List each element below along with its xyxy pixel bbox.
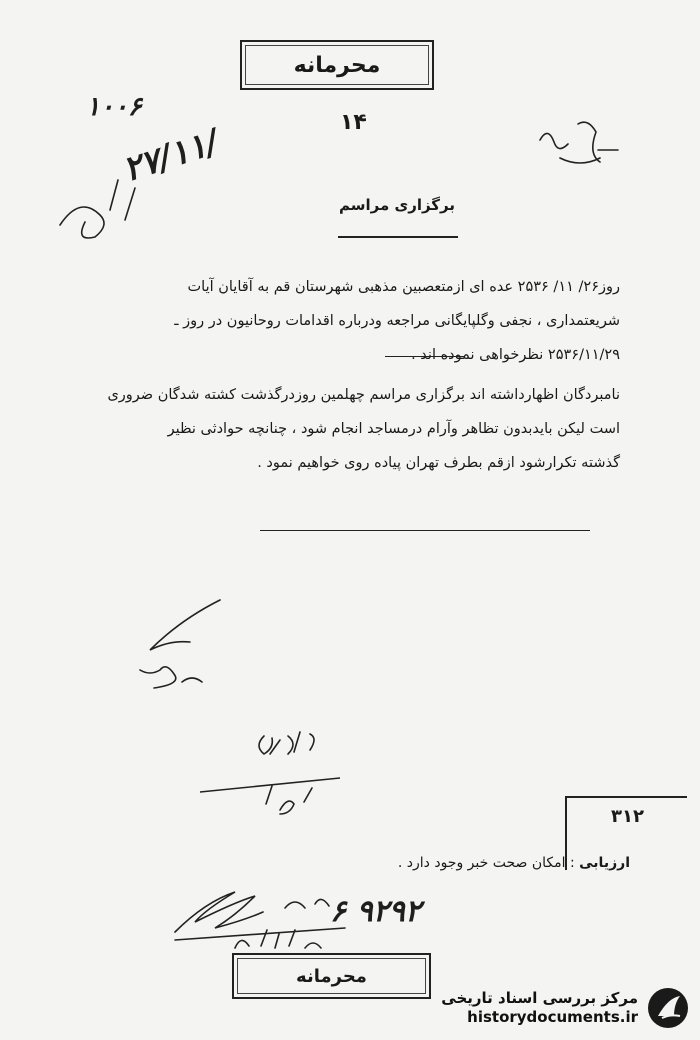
watermark-title: مرکز بررسی اسناد تاریخی — [441, 989, 638, 1008]
assessment-text: : امکان صحت خبر وجود دارد . — [397, 855, 575, 871]
classification-text-bottom: محرمانه — [296, 965, 367, 987]
body-line-6: گذشته تکرارشود ازقم بطرف تهران پیاده روی خواهیم نمود . — [257, 455, 620, 471]
handwritten-scribble-left — [50, 170, 170, 250]
watermark-logo — [428, 982, 690, 1034]
underline-last-line — [260, 530, 590, 531]
handwritten-date: ۲۷/۱۱/ — [118, 121, 224, 191]
classification-text: محرمانه — [293, 52, 381, 78]
assessment-label: ارزیابی — [579, 855, 630, 871]
classification-stamp-top — [240, 40, 434, 90]
body-line-3: ۲۵۳۶/۱۱/۲۹ نظرخواهی نموده اند . — [411, 347, 620, 363]
subject-text: برگزاری مراسم — [338, 196, 455, 214]
handwritten-date-middle — [200, 720, 340, 820]
body-line-4: نامبردگان اظهارداشته اند برگزاری مراسم چهلمین روزدرگذشت کشته شدگان ضروری — [107, 387, 620, 403]
subject-underline — [338, 236, 458, 238]
body-line-5: است لیکن بایدبدون تظاهر وآرام درمساجد انجام شود ، چنانچه حوادثی نظیر — [167, 421, 620, 437]
subject-heading — [335, 196, 455, 214]
handwritten-mark-top-right — [520, 110, 630, 180]
handwritten-note-middle — [110, 590, 250, 710]
assessment-line — [330, 855, 630, 871]
assessment-box-number: ۳۱۲ — [611, 806, 644, 827]
watermark-text — [428, 989, 638, 1027]
page-number: ۱۴ — [340, 110, 367, 135]
classification-stamp-bottom — [232, 953, 431, 999]
document-body — [55, 270, 620, 480]
underline-names — [385, 356, 465, 357]
archive-logo-icon — [646, 986, 690, 1030]
body-line-2: شریعتمداری ، نجفی وگلپایگانی مراجعه ودرباره اقدامات روحانیون در روز ـ — [174, 313, 620, 329]
body-line-1: روز۲۶/ ۱۱/ ۲۵۳۶ عده ای ازمتعصبین مذهبی شهرستان قم به آقایان آیات — [187, 279, 620, 295]
watermark-url: historydocuments.ir — [467, 1008, 638, 1026]
file-number: ۹۲۹۲ ۶ — [330, 894, 422, 929]
reference-number: ۱۰۰۶ — [86, 92, 142, 122]
